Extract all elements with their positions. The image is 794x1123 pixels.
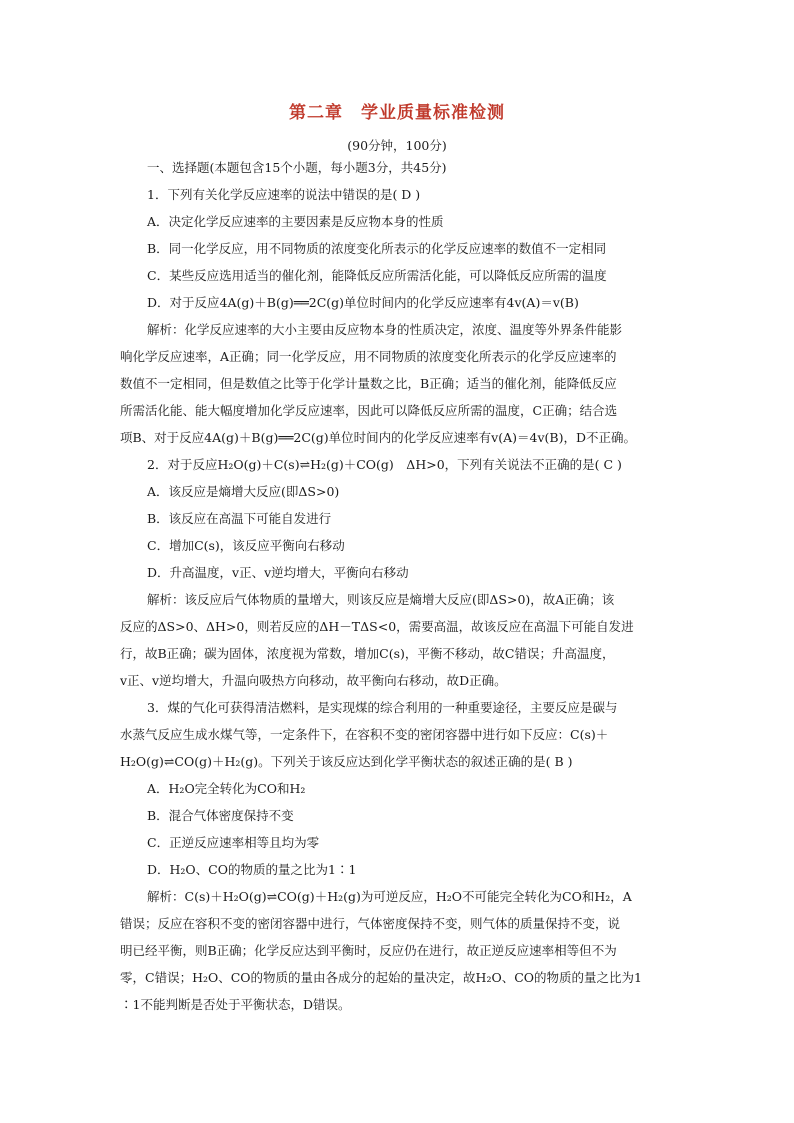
section-heading: 一、选择题(本题包含15个小题，每小题3分，共45分) bbox=[147, 160, 447, 175]
question-1-option-a: A．决定化学反应速率的主要因素是反应物本身的性质 bbox=[147, 214, 444, 229]
question-2-option-d: D．升高温度，v正、v逆均增大，平衡向右移动 bbox=[147, 565, 409, 580]
question-1-option-d: D．对于反应4A(g)＋B(g)══2C(g)单位时间内的化学反应速率有4v(A)＝v(B) bbox=[147, 295, 579, 310]
question-1-analysis-line: 所需活化能、能大幅度增加化学反应速率，因此可以降低反应所需的温度，C正确；结合选 bbox=[120, 403, 618, 418]
question-2-option-c: C．增加C(s)，该反应平衡向右移动 bbox=[147, 538, 345, 553]
question-2-option-a: A．该反应是熵增大反应(即ΔS>0) bbox=[147, 484, 340, 499]
question-1-analysis-line: 响化学反应速率，A正确；同一化学反应，用不同物质的浓度变化所表示的化学反应速率的 bbox=[120, 349, 617, 364]
page-subtitle: (90分钟，100分) bbox=[347, 138, 447, 153]
question-3-option-c: C．正逆反应速率相等且均为零 bbox=[147, 835, 320, 850]
question-3-stem-line: H₂O(g)⇌CO(g)＋H₂(g)。下列关于该反应达到化学平衡状态的叙述正确的是( B ) bbox=[120, 754, 573, 769]
question-3-analysis-line: 明已经平衡，则B正确；化学反应达到平衡时，反应仍在进行，故正逆反应速率相等但不为 bbox=[120, 943, 617, 958]
question-2-stem: 2．对于反应H₂O(g)＋C(s)⇌H₂(g)＋CO(g) ΔH>0，下列有关说法不正确的是( C ) bbox=[147, 457, 622, 472]
question-1-stem: 1．下列有关化学反应速率的说法中错误的是( D ) bbox=[147, 187, 421, 202]
question-3-analysis-line: ∶1不能判断是否处于平衡状态，D错误。 bbox=[120, 997, 351, 1012]
question-3-analysis-line: 解析：C(s)＋H₂O(g)⇌CO(g)＋H₂(g)为可逆反应，H₂O不可能完全转化为CO和H₂，A bbox=[147, 889, 632, 904]
question-2-analysis-line: v正、v逆均增大，升温向吸热方向移动，故平衡向右移动，故D正确。 bbox=[120, 673, 507, 688]
question-2-option-b: B．该反应在高温下可能自发进行 bbox=[147, 511, 332, 526]
question-3-stem-line: 水蒸气反应生成水煤气等，一定条件下，在容积不变的密闭容器中进行如下反应：C(s)＋ bbox=[120, 727, 609, 742]
question-1-analysis-line: 项B、对于反应4A(g)＋B(g)══2C(g)单位时间内的化学反应速率有v(A)＝4v(B)，D不正确。 bbox=[120, 430, 637, 445]
question-3-analysis-line: 零，C错误；H₂O、CO的物质的量由各成分的起始的量决定，故H₂O、CO的物质的量之比为1 bbox=[120, 970, 642, 985]
question-3-analysis-line: 错误；反应在容积不变的密闭容器中进行，气体密度保持不变，则气体的质量保持不变，说 bbox=[120, 916, 621, 931]
question-3-stem-line: 3．煤的气化可获得清洁燃料，是实现煤的综合利用的一种重要途径，主要反应是碳与 bbox=[147, 700, 618, 715]
question-1-option-c: C．某些反应选用适当的催化剂，能降低反应所需活化能，可以降低反应所需的温度 bbox=[147, 268, 607, 283]
question-2-analysis-line: 反应的ΔS>0、ΔH>0，则若反应的ΔH－TΔS<0，需要高温，故该反应在高温下可能自发进 bbox=[120, 619, 634, 634]
question-2-analysis-line: 解析：该反应后气体物质的量增大，则该反应是熵增大反应(即ΔS>0)，故A正确；该 bbox=[147, 592, 615, 607]
question-3-option-d: D．H₂O、CO的物质的量之比为1∶1 bbox=[147, 862, 357, 877]
question-3-option-a: A．H₂O完全转化为CO和H₂ bbox=[147, 781, 306, 796]
question-1-analysis-line: 数值不一定相同，但是数值之比等于化学计量数之比，B正确；适当的催化剂，能降低反应 bbox=[120, 376, 617, 391]
question-1-option-b: B．同一化学反应，用不同物质的浓度变化所表示的化学反应速率的数值不一定相同 bbox=[147, 241, 607, 256]
question-2-analysis-line: 行，故B正确；碳为固体，浓度视为常数，增加C(s)，平衡不移动，故C错误；升高温度， bbox=[120, 646, 615, 661]
page-title: 第二章 学业质量标准检测 bbox=[289, 103, 505, 123]
question-3-option-b: B．混合气体密度保持不变 bbox=[147, 808, 294, 823]
question-1-analysis-line: 解析：化学反应速率的大小主要由反应物本身的性质决定，浓度、温度等外界条件能影 bbox=[147, 322, 623, 337]
